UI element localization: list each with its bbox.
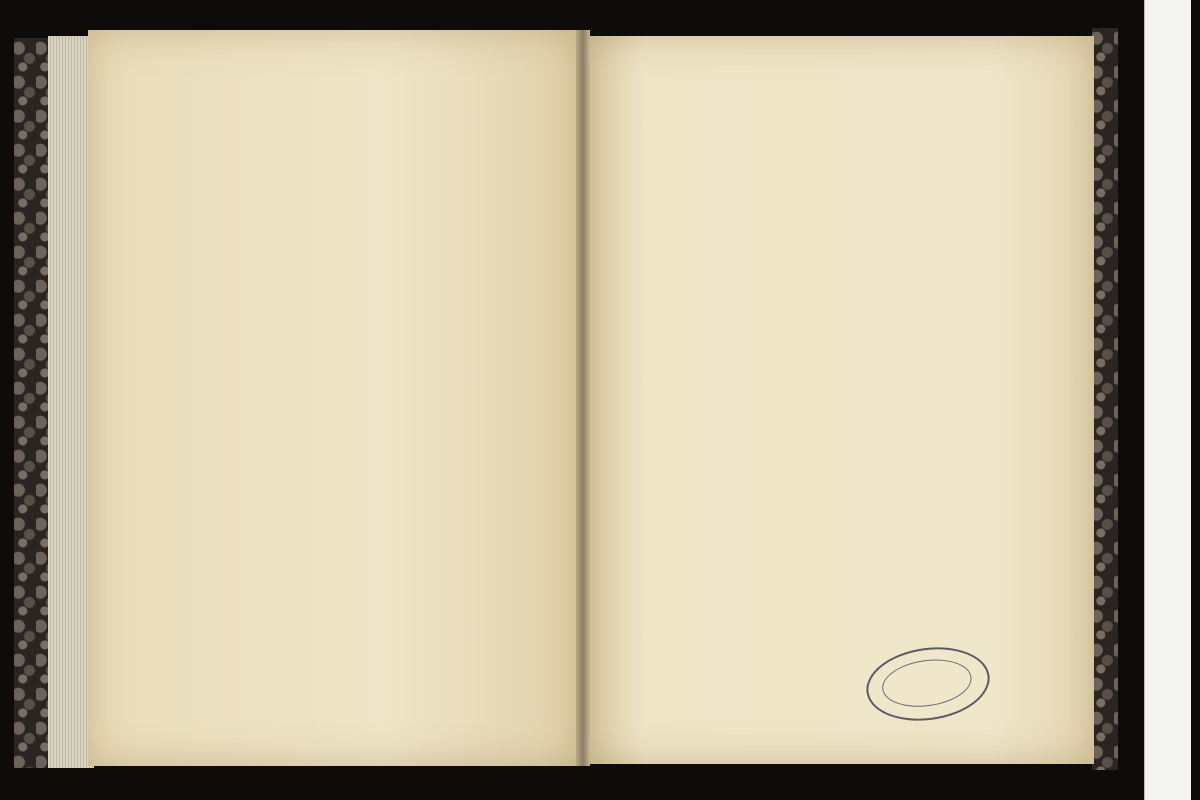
book-gutter xyxy=(576,30,590,766)
marbled-board-right xyxy=(1092,28,1118,770)
right-page xyxy=(584,36,1094,764)
stamp-inner-ring xyxy=(879,654,975,712)
left-page xyxy=(88,30,580,766)
measurement-ruler xyxy=(1144,0,1191,800)
